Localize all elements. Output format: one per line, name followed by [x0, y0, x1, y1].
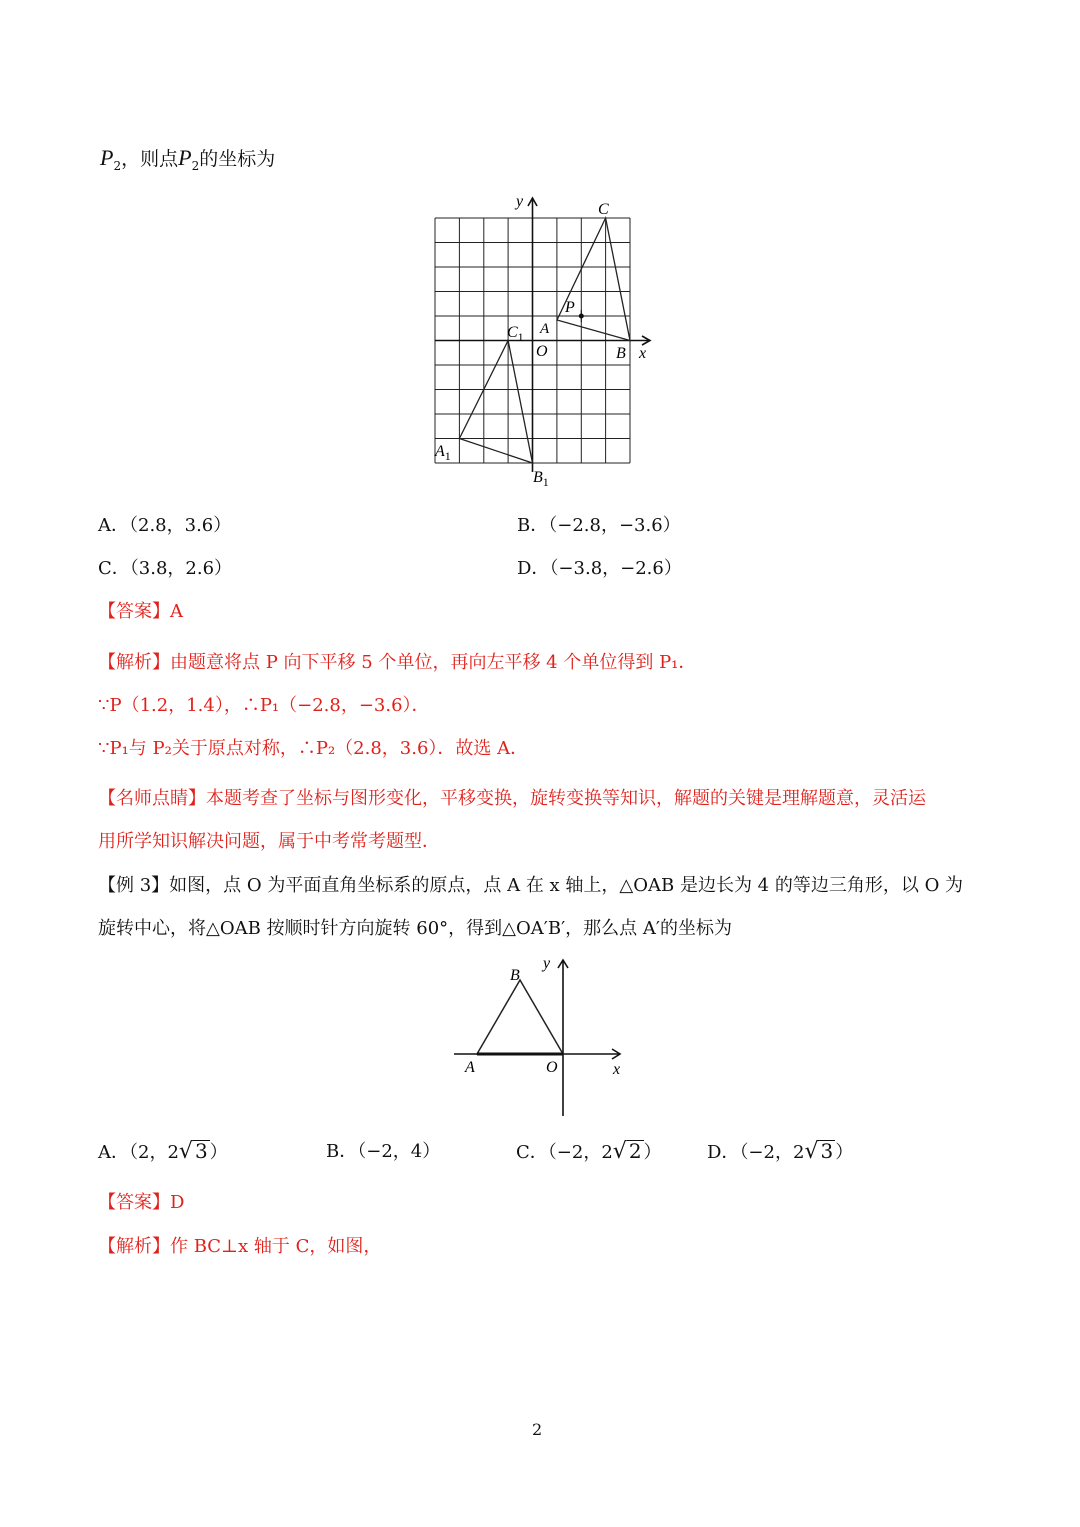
label-x: x: [639, 345, 647, 362]
answer-label: 【答案】: [98, 601, 170, 622]
option-letter: C．: [516, 1142, 548, 1163]
q1-option-c: [98, 557, 232, 581]
label-c: C: [598, 201, 609, 218]
label-o: O: [536, 343, 548, 360]
answer-label: 【答案】: [98, 1192, 170, 1213]
option-value-post: ）: [209, 1142, 228, 1163]
triangle-oab-figure: [440, 950, 640, 1120]
radicand: 3: [820, 1139, 834, 1163]
q2-option-c: [516, 1140, 662, 1165]
label-b: B: [616, 345, 626, 362]
option-letter: D．: [707, 1142, 740, 1163]
radicand: 2: [628, 1139, 642, 1163]
p2-subscript: 2: [113, 158, 122, 173]
q1-option-d: [517, 557, 682, 581]
intro-text-end: 的坐标为: [199, 148, 276, 170]
answer-value: D: [170, 1192, 185, 1213]
label-y: y: [516, 193, 524, 210]
radicand: 3: [194, 1139, 208, 1163]
option-value: （−2，4）: [357, 1141, 441, 1162]
option-letter: D．: [517, 558, 550, 579]
option-letter: B．: [326, 1141, 358, 1162]
label-x-2: x: [613, 1061, 621, 1078]
option-value: （−2.8，−3.6）: [548, 515, 681, 536]
label-p: P: [565, 299, 575, 316]
label-c1: $C_1$: [507, 324, 524, 344]
option-letter: A．: [98, 1142, 129, 1163]
q1-tip-line-1: 【名师点睛】本题考查了坐标与图形变化，平移变换，旋转变换等知识，解题的关键是理解题意，灵活运: [98, 788, 926, 809]
q1-analysis-line-1: 【解析】由题意将点 P 向下平移 5 个单位，再向左平移 4 个单位得到 P₁．: [98, 652, 697, 673]
option-value-pre: （−2，2: [739, 1142, 805, 1163]
example3-line-1: 【例 3】如图，点 O 为平面直角坐标系的原点，点 A 在 x 轴上，△OAB 是边长为 4 的等边三角形，以 O 为: [98, 875, 964, 896]
q1-option-b: [517, 514, 681, 538]
option-value-pre: （−2，2: [547, 1142, 613, 1163]
coordinate-grid-figure: [420, 190, 660, 495]
intro-line: [100, 146, 275, 178]
q2-option-b: [326, 1140, 440, 1164]
label-o-2: O: [546, 1059, 558, 1076]
p2-subscript-2: 2: [191, 158, 200, 173]
page-number: 2: [532, 1420, 543, 1439]
q1-tip-line-2: 用所学知识解决问题，属于中考常考题型．: [98, 831, 440, 852]
sqrt-symbol: √ 3: [804, 1139, 834, 1164]
q2-answer: [98, 1191, 184, 1215]
sqrt-symbol: √ 3: [178, 1139, 208, 1164]
option-letter: B．: [517, 515, 549, 536]
label-a1: $A_1$: [435, 443, 451, 463]
q2-analysis-line-1: 【解析】作 BC⊥x 轴于 C，如图，: [98, 1236, 382, 1257]
option-value: （2.8，3.6）: [129, 515, 232, 536]
q1-analysis-line-3: ∵P₁与 P₂关于原点对称，∴P₂（2.8，3.6）．故选 A．: [98, 738, 529, 759]
q1-option-a: [98, 514, 231, 538]
q2-option-a: [98, 1140, 228, 1165]
triangle-a1b1c1: [459, 341, 532, 464]
option-value: （3.8，2.6）: [129, 558, 233, 579]
intro-text-mid: ，则点: [121, 148, 179, 170]
label-y-2: y: [543, 955, 551, 972]
option-value: （−3.8，−2.6）: [549, 558, 682, 579]
triangle-oab: [477, 980, 563, 1054]
p2-symbol: P: [100, 145, 114, 170]
answer-value: A: [170, 601, 183, 622]
label-a: A: [540, 321, 550, 337]
sqrt-symbol: √ 2: [612, 1139, 642, 1164]
option-value-post: ）: [835, 1142, 854, 1163]
q1-analysis-line-2: ∵P（1.2，1.4），∴P₁（−2.8，−3.6）．: [98, 695, 430, 716]
option-value-pre: （2，2: [129, 1142, 179, 1163]
label-b1: $B_1$: [533, 469, 549, 489]
axes-2: [454, 960, 620, 1116]
label-b-2: B: [510, 967, 520, 984]
triangle-abc: [557, 218, 630, 341]
p2-symbol-2: P: [178, 145, 192, 170]
q2-option-d: [707, 1140, 853, 1165]
label-a-2: A: [465, 1059, 475, 1076]
option-letter: A．: [98, 515, 129, 536]
q1-answer: [98, 600, 183, 624]
option-letter: C．: [98, 558, 130, 579]
example3-line-2: 旋转中心，将△OAB 按顺时针方向旋转 60°，得到△OA′B′，那么点 A′的坐标为: [98, 918, 732, 939]
option-value-post: ）: [643, 1142, 662, 1163]
